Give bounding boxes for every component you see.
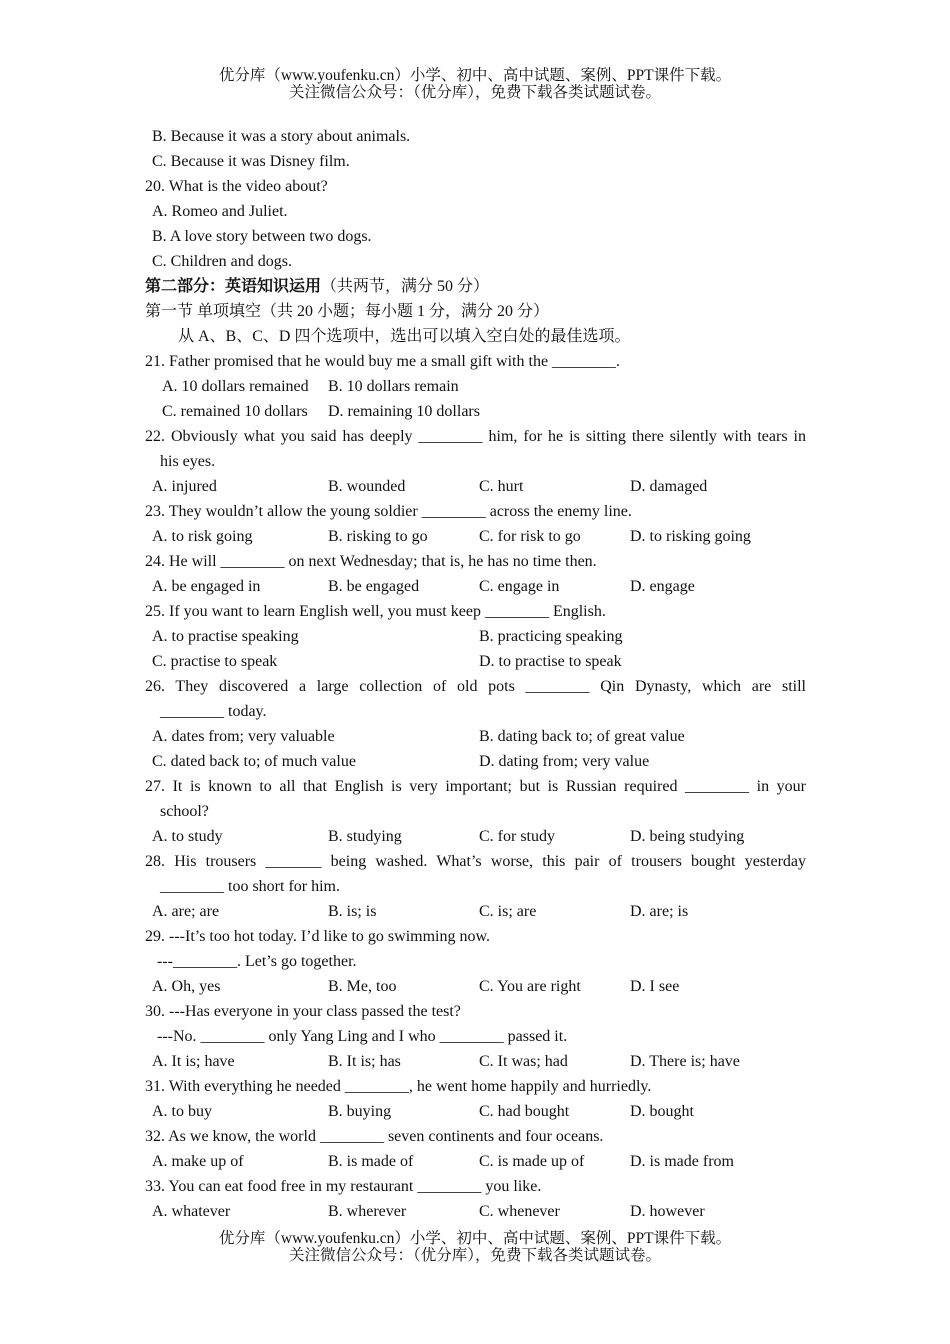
option-c: C. is; are xyxy=(479,903,537,920)
page-footer xyxy=(0,1230,950,1264)
dialogue-reply: ---________. Let’s go together. xyxy=(157,953,357,970)
question-stem: 28. His trousers _______ being washed. What’s worse, this pair of trousers bought yesterday xyxy=(145,853,806,870)
options-row xyxy=(0,724,950,749)
q19-option-b: B. Because it was a story about animals. xyxy=(152,128,411,145)
option-c: C. remained 10 dollars xyxy=(162,403,308,420)
options-row xyxy=(0,649,950,674)
options-row xyxy=(0,824,950,849)
option-d: D. remaining 10 dollars xyxy=(328,403,480,420)
option-d: D. being studying xyxy=(630,828,745,845)
question-stem: 26. They discovered a large collection of old pots ________ Qin Dynasty, which are still xyxy=(145,678,806,695)
option-b: B. dating back to; of great value xyxy=(479,728,685,745)
options-row xyxy=(0,1099,950,1124)
option-d: D. I see xyxy=(630,978,680,995)
question-stem-continued: ________ too short for him. xyxy=(160,878,340,895)
option-a: A. Oh, yes xyxy=(152,978,221,995)
option-a: A. to practise speaking xyxy=(152,628,299,645)
question-stem: 27. It is known to all that English is very important; but is Russian required ________ in your xyxy=(145,778,806,795)
option-a: A. dates from; very valuable xyxy=(152,728,335,745)
question-stem: 29. ---It’s too hot today. I’d like to go swimming now. xyxy=(145,928,490,945)
option-d: D. to risking going xyxy=(630,528,751,545)
options-row xyxy=(0,749,950,774)
option-c: C. You are right xyxy=(479,978,581,995)
q19-option-c: C. Because it was Disney film. xyxy=(152,153,350,170)
option-b: B. 10 dollars remain xyxy=(328,378,459,395)
part2-heading xyxy=(0,274,950,299)
header-line-2: 关注微信公众号：（优分库），免费下载各类试题试卷。 xyxy=(288,84,661,101)
option-d: D. bought xyxy=(630,1103,694,1120)
options-row xyxy=(0,899,950,924)
option-c: C. hurt xyxy=(479,478,524,495)
option-c: C. engage in xyxy=(479,578,560,595)
option-d: D. to practise to speak xyxy=(479,653,622,670)
option-c: C. practise to speak xyxy=(152,653,278,670)
options-row xyxy=(0,474,950,499)
option-b: B. risking to go xyxy=(328,528,428,545)
option-b: B. practicing speaking xyxy=(479,628,623,645)
option-b: B. is made of xyxy=(328,1153,414,1170)
option-c: C. whenever xyxy=(479,1203,560,1220)
option-b: B. Me, too xyxy=(328,978,397,995)
question-stem: 22. Obviously what you said has deeply ________ him, for he is sitting there silently with tears in xyxy=(145,428,806,445)
page-header xyxy=(0,67,950,101)
question-stem: 23. They wouldn’t allow the young soldier ________ across the enemy line. xyxy=(145,503,632,520)
q20-stem: 20. What is the video about? xyxy=(145,178,328,195)
question-stem-continued: ________ today. xyxy=(160,703,267,720)
option-d: D. damaged xyxy=(630,478,708,495)
part2-score: （共两节，满分 50 分） xyxy=(321,278,490,295)
question-stem: 25. If you want to learn English well, you must keep ________ English. xyxy=(145,603,606,620)
option-c: C. dated back to; of much value xyxy=(152,753,356,770)
question-stem: 21. Father promised that he would buy me a small gift with the ________. xyxy=(145,353,621,370)
question-stem: 32. As we know, the world ________ seven continents and four oceans. xyxy=(145,1128,604,1145)
option-b: B. is; is xyxy=(328,903,377,920)
question-stem: 31. With everything he needed ________, he went home happily and hurriedly. xyxy=(145,1078,652,1095)
options-row xyxy=(0,624,950,649)
options-row xyxy=(0,1049,950,1074)
option-b: B. wounded xyxy=(328,478,406,495)
section1-heading: 第一节 单项填空（共 20 小题；每小题 1 分，满分 20 分） xyxy=(145,303,550,320)
option-d: D. however xyxy=(630,1203,705,1220)
q20-option-c: C. Children and dogs. xyxy=(152,253,292,270)
footer-line-2: 关注微信公众号：（优分库），免费下载各类试题试卷。 xyxy=(288,1247,661,1264)
option-b: B. buying xyxy=(328,1103,392,1120)
option-c: C. had bought xyxy=(479,1103,570,1120)
option-a: A. to buy xyxy=(152,1103,212,1120)
q20-option-a: A. Romeo and Juliet. xyxy=(152,203,288,220)
option-a: A. make up of xyxy=(152,1153,244,1170)
options-row xyxy=(0,974,950,999)
option-a: A. to risk going xyxy=(152,528,253,545)
option-a: A. It is; have xyxy=(152,1053,235,1070)
option-a: A. 10 dollars remained xyxy=(162,378,309,395)
options-row xyxy=(0,524,950,549)
option-c: C. for study xyxy=(479,828,555,845)
exam-body xyxy=(0,124,950,1224)
option-a: A. to study xyxy=(152,828,223,845)
part2-title: 第二部分：英语知识运用 xyxy=(145,278,322,295)
options-row xyxy=(0,574,950,599)
dialogue-reply: ---No. ________ only Yang Ling and I who ________ passed it. xyxy=(157,1028,568,1045)
option-d: D. is made from xyxy=(630,1153,734,1170)
options-row xyxy=(0,374,950,399)
question-stem: 24. He will ________ on next Wednesday; that is, he has no time then. xyxy=(145,553,597,570)
section1-instruction: 从 A、B、C、D 四个选项中，选出可以填入空白处的最佳选项。 xyxy=(178,328,631,345)
option-d: D. There is; have xyxy=(630,1053,740,1070)
option-c: C. for risk to go xyxy=(479,528,581,545)
option-a: A. be engaged in xyxy=(152,578,261,595)
question-stem: 33. You can eat food free in my restaurant ________ you like. xyxy=(145,1178,542,1195)
option-d: D. engage xyxy=(630,578,695,595)
option-b: B. wherever xyxy=(328,1203,407,1220)
option-b: B. studying xyxy=(328,828,402,845)
question-stem: 30. ---Has everyone in your class passed the test? xyxy=(145,1003,461,1020)
option-a: A. are; are xyxy=(152,903,220,920)
option-b: B. be engaged xyxy=(328,578,420,595)
option-a: A. injured xyxy=(152,478,217,495)
option-c: C. It was; had xyxy=(479,1053,568,1070)
header-line-1: 优分库（www.youfenku.cn）小学、初中、高中试题、案例、PPT课件下载。 xyxy=(218,67,732,84)
options-row xyxy=(0,399,950,424)
option-c: C. is made up of xyxy=(479,1153,585,1170)
option-d: D. are; is xyxy=(630,903,689,920)
options-row xyxy=(0,1149,950,1174)
footer-line-1: 优分库（www.youfenku.cn）小学、初中、高中试题、案例、PPT课件下载。 xyxy=(218,1230,732,1247)
options-row xyxy=(0,1199,950,1224)
option-d: D. dating from; very value xyxy=(479,753,650,770)
question-stem-continued: school? xyxy=(160,803,209,820)
question-stem-continued: his eyes. xyxy=(160,453,216,470)
q20-option-b: B. A love story between two dogs. xyxy=(152,228,372,245)
option-b: B. It is; has xyxy=(328,1053,401,1070)
option-a: A. whatever xyxy=(152,1203,231,1220)
